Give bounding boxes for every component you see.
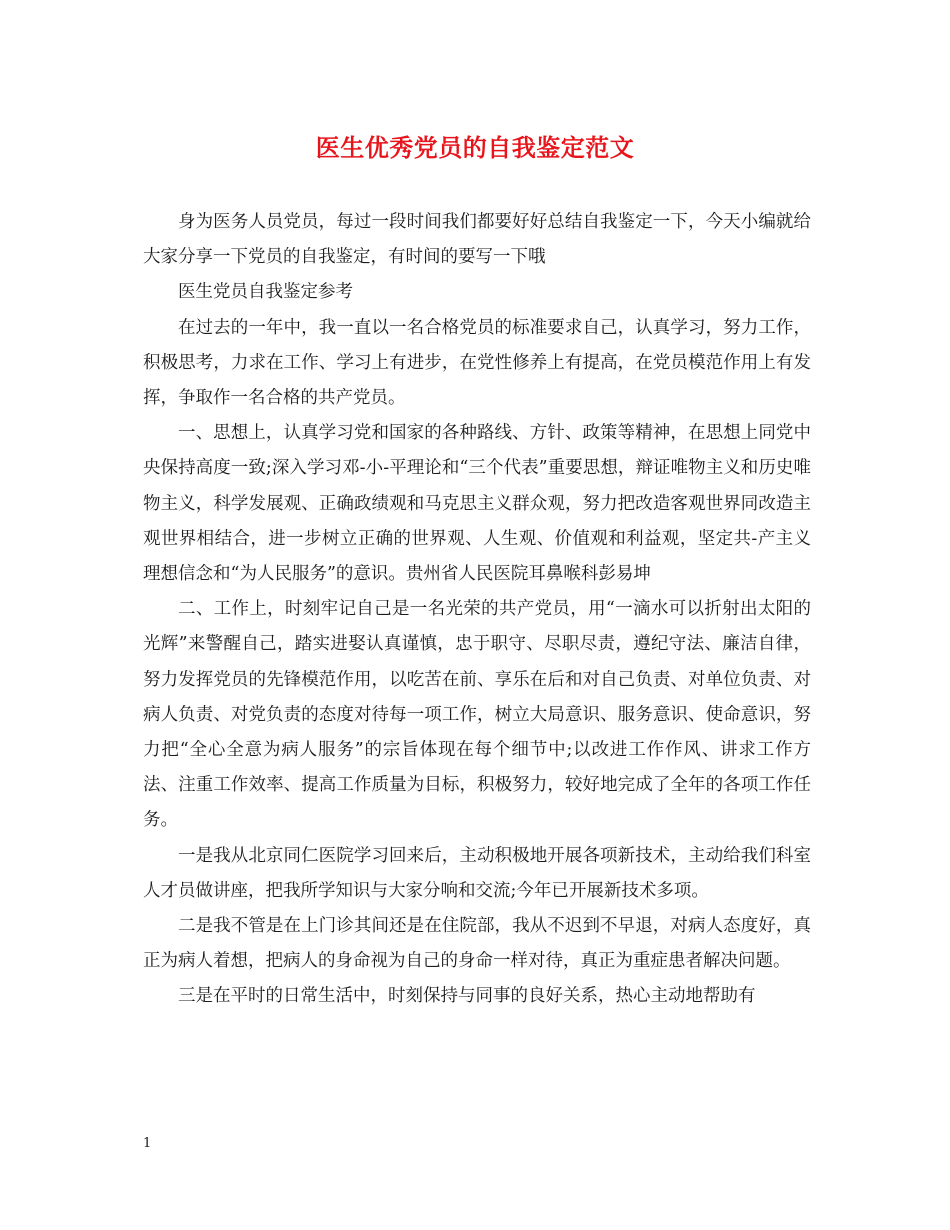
document-title: 医生优秀党员的自我鉴定范文 <box>315 133 635 162</box>
paragraph-intro: 身为医务人员党员，每过一段时间我们都要好好总结自我鉴定一下，今天小编就给大家分享一下党员的自我鉴定，有时间的要写一下哦 <box>143 212 811 268</box>
paragraph-subheading: 医生党员自我鉴定参考 <box>178 282 353 303</box>
paragraph-ideology: 一、思想上，认真学习党和国家的各种路线、方针、政策等精神，在思想上同党中央保持高度一致;深入学习邓-小-平理论和“三个代表”重要思想，辩证唯物主义和历史唯物主义，科学发展观、正确政绩观和马克思主义群众观，努力把改造客观世界同改造主观世界相结合，进一步树立正确的世界观、人生观、价值观和利益观，坚定共-产主义理想信念和“为人民服务”的意识。贵州省人民医院耳鼻喉科彭易坤 <box>143 423 811 585</box>
paragraph-point-one: 一是我从北京同仁医院学习回来后，主动积极地开展各项新技术，主动给我们科室人才员做讲座，把我所学知识与大家分响和交流;今年已开展新技术多项。 <box>143 845 811 901</box>
page-number: 1 <box>143 1136 152 1151</box>
paragraph-point-two: 二是我不管是在上门诊其间还是在住院部，我从不迟到不早退，对病人态度好，真正为病人着想，把病人的身命视为自己的身命一样对待，真正为重症患者解决问题。 <box>143 916 811 972</box>
document-body <box>143 205 811 1015</box>
paragraph-point-three: 三是在平时的日常生活中，时刻保持与同事的良好关系，热心主动地帮助有 <box>178 986 756 1007</box>
paragraph-overview: 在过去的一年中，我一直以一名合格党员的标准要求自己，认真学习，努力工作，积极思考，力求在工作、学习上有进步，在党性修养上有提高，在党员模范作用上有发挥，争取作一名合格的共产党员。 <box>143 317 811 409</box>
paragraph-work: 二、工作上，时刻牢记自己是一名光荣的共产党员，用“一滴水可以折射出太阳的光辉”来警醒自己，踏实进娶认真谨慎，忠于职守、尽职尽责，遵纪守法、廉洁自律，努力发挥党员的先锋模范作用，以吃苦在前、享乐在后和对自己负责、对单位负责、对病人负责、对党负责的态度对待每一项工作，树立大局意识、服务意识、使命意识，努力把“全心全意为病人服务”的宗旨体现在每个细节中;以改进工作作风、讲求工作方法、注重工作效率、提高工作质量为目标，积极努力，较好地完成了全年的各项工作任务。 <box>143 599 811 831</box>
